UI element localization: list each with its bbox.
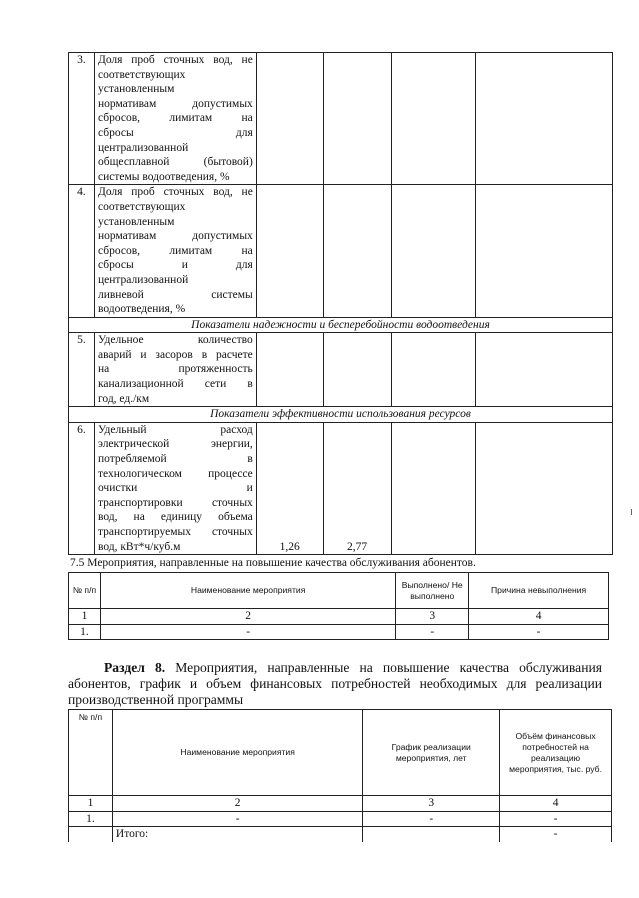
section-row [69, 407, 613, 423]
description-line: централизованной [97, 273, 189, 286]
col-header-financing: Объём финансовых потребностей на реализацию мероприятия, тыс. руб. [500, 710, 612, 796]
description-line: аварий и засоров в расчете [97, 348, 253, 361]
description-line: вод, на единицу объема [97, 511, 253, 524]
description-line: транспортируемых сточных [97, 526, 253, 538]
indicator-description [94, 422, 256, 554]
description-line: установленным [97, 215, 175, 228]
description-line: водоотведения, % [97, 303, 186, 316]
description-line: электрической энергии, [97, 438, 253, 451]
indicator-row [69, 185, 613, 317]
scan-mark [631, 509, 632, 515]
empty-cell [476, 53, 613, 185]
col-header-num: № п/п [69, 573, 101, 609]
description-line: Доля проб сточных вод, не [97, 186, 253, 199]
description-line: транспортировки сточных [97, 496, 253, 509]
value-cell-1 [256, 53, 323, 185]
section-title: Показатели надежности и бесперебойности водоотведения [69, 317, 613, 333]
description-line: общесплавной (бытовой) [97, 156, 253, 169]
row-number: 6. [69, 422, 95, 554]
index-cell: 3 [363, 796, 500, 812]
description-line: централизованной [97, 141, 189, 154]
description-line: технологическом процессе [97, 467, 253, 480]
col-header-name: Наименование мероприятия [112, 710, 362, 796]
value-cell-1 [256, 333, 323, 407]
value-cell-1: 1,26 [256, 422, 323, 554]
col-header-status: Выполнено/ Не выполнено [396, 573, 469, 609]
index-cell: 4 [469, 609, 609, 625]
data-cell: - [100, 624, 395, 640]
empty-cell [391, 53, 476, 185]
data-cell: - [469, 624, 609, 640]
row-number: 4. [69, 185, 95, 317]
section-title: Показатели эффективности использования ресурсов [69, 407, 613, 423]
empty-cell [391, 185, 476, 317]
description-line: соответствующих [97, 200, 186, 213]
description-line: соответствующих [97, 68, 186, 81]
index-cell: 2 [100, 609, 395, 625]
data-cell: - [112, 811, 362, 827]
description-line: ливневой системы [97, 288, 253, 301]
indicator-description [94, 185, 256, 317]
index-cell: 1 [69, 796, 113, 812]
col-header-name: Наименование мероприятия [100, 573, 395, 609]
empty-cell [391, 333, 476, 407]
data-cell: - [500, 811, 612, 827]
section-8-heading: Раздел 8. [104, 660, 166, 675]
total-label: Итого: [112, 827, 362, 842]
description-line: сбросов, лимитам на [97, 112, 253, 125]
value-cell-2: 2,77 [323, 422, 391, 554]
data-cell: - [363, 811, 500, 827]
data-cell: 1. [69, 624, 101, 640]
description-line: сбросы и для [97, 259, 253, 272]
indicator-row [69, 333, 613, 407]
description-line: вод, кВт*ч/куб.м [97, 540, 181, 553]
index-cell: 2 [112, 796, 362, 812]
indicator-row [69, 422, 613, 554]
index-cell: 1 [69, 609, 101, 625]
indicator-description [94, 53, 256, 185]
row-number: 3. [69, 53, 95, 185]
empty-cell [476, 185, 613, 317]
indicator-row [69, 53, 613, 185]
col-header-num: № п/п [69, 710, 113, 796]
description-line: Удельное количество [97, 334, 253, 347]
empty-cell [391, 422, 476, 554]
value-cell-2 [323, 53, 391, 185]
row-number: 5. [69, 333, 95, 407]
index-cell: 3 [396, 609, 469, 625]
section-7-5-caption: 7.5 Мероприятия, направленные на повышение качества обслуживания абонентов. [70, 557, 476, 569]
description-line: Удельный расход [97, 423, 253, 436]
description-line: нормативам допустимых [97, 230, 253, 243]
description-line: на протяженность [97, 363, 253, 376]
description-line: установленным [97, 83, 175, 96]
indicator-description [94, 333, 256, 407]
index-cell: 4 [500, 796, 612, 812]
description-line: сбросы для [97, 126, 253, 139]
description-line: нормативам допустимых [97, 97, 253, 110]
empty-cell [476, 333, 613, 407]
data-cell: 1. [69, 811, 113, 827]
col-header-schedule: График реализации мероприятия, лет [363, 710, 500, 796]
value-cell-2 [323, 333, 391, 407]
description-line: системы водоотведения, % [97, 170, 230, 183]
empty-cell [476, 422, 613, 554]
value-cell-2 [323, 185, 391, 317]
data-cell: - [396, 624, 469, 640]
value-cell-1 [256, 185, 323, 317]
description-line: канализационной сети в [97, 378, 253, 391]
indicators-table [68, 52, 613, 555]
measures-table [68, 572, 609, 640]
description-line: потребляемой в [97, 453, 253, 466]
section-8-text: Мероприятия, направленные на повышение качества обслуживания абонентов, график и объем финансовых потребностей необходимых для реализации производственной программы [68, 660, 603, 707]
description-line: Доля проб сточных вод, не [97, 54, 253, 66]
total-value: - [500, 827, 612, 842]
section-row [69, 317, 613, 333]
description-line: очистки и [97, 482, 253, 495]
description-line: год, ед./км [97, 392, 150, 405]
description-line: сбросов, лимитам на [97, 244, 253, 257]
section-8-paragraph [68, 660, 602, 707]
col-header-reason: Причина невыполнения [469, 573, 609, 609]
financial-table [68, 709, 612, 842]
